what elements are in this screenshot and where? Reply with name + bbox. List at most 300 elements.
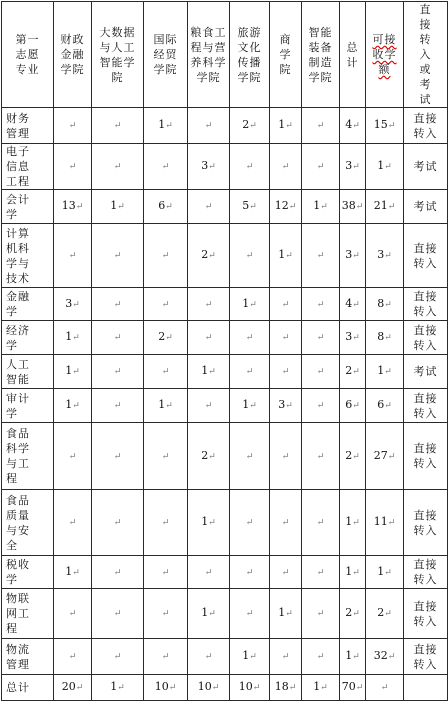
major-name: 税收学 — [6, 558, 30, 586]
row-major-cell — [2, 190, 54, 224]
header-cell-bigdata-ai-college — [92, 2, 144, 108]
count-value: 1 — [345, 515, 353, 528]
table-row — [2, 556, 448, 589]
paragraph-mark-icon: ↵ — [316, 567, 325, 578]
count-cell — [302, 389, 340, 423]
count-cell — [188, 355, 230, 389]
count-cell — [302, 288, 340, 321]
count-value: 3 — [345, 330, 353, 343]
major-name: 审计学 — [6, 391, 30, 420]
count-cell — [92, 321, 144, 355]
row-major-cell — [2, 288, 54, 321]
header-text: 大数据与人工智能学院 — [99, 25, 136, 84]
major-name: 经济学 — [6, 323, 30, 352]
count-cell — [302, 190, 340, 224]
count-cell — [340, 423, 366, 490]
paragraph-mark-icon: ↵ — [68, 518, 77, 528]
count-value: 1 — [313, 199, 321, 212]
row-major-cell — [2, 389, 54, 423]
count-cell — [302, 675, 340, 701]
count-cell — [92, 355, 144, 389]
row-major-cell — [2, 556, 54, 589]
count-cell — [54, 589, 92, 639]
count-value: 2 — [345, 364, 353, 377]
header-cell-method — [404, 2, 448, 108]
count-cell — [366, 288, 404, 321]
count-value: 5 — [242, 199, 250, 212]
paragraph-mark-icon: ↵ — [352, 652, 360, 662]
count-value: 1 — [201, 515, 209, 528]
count-cell — [230, 589, 270, 639]
table-row — [2, 490, 448, 556]
count-cell — [302, 321, 340, 355]
paragraph-mark-icon: ↵ — [249, 299, 257, 310]
paragraph-mark-icon: ↵ — [204, 333, 213, 343]
count-cell — [366, 675, 404, 701]
count-value: 8 — [377, 330, 385, 343]
paragraph-mark-icon: ↵ — [387, 202, 396, 212]
count-value: 3 — [278, 398, 286, 411]
count-value: 32 — [373, 649, 388, 662]
count-cell — [302, 224, 340, 288]
count-cell — [340, 190, 366, 224]
count-value: 3 — [201, 159, 209, 172]
count-cell — [302, 556, 340, 589]
transfer-method-text: 直接转入 — [413, 241, 438, 270]
paragraph-mark-icon: ↵ — [352, 299, 360, 310]
count-value: 18 — [274, 680, 289, 693]
count-cell — [230, 556, 270, 589]
header-cell-intl-trade-college — [144, 2, 188, 108]
count-cell — [92, 639, 144, 675]
transfer-method-cell — [404, 423, 448, 490]
paragraph-mark-icon: ↵ — [355, 202, 364, 212]
paragraph-mark-icon: ↵ — [384, 299, 392, 310]
row-major-cell — [2, 224, 54, 288]
paragraph-mark-icon: ↵ — [281, 567, 290, 578]
header-cell-major — [2, 2, 54, 108]
paragraph-mark-icon: ↵ — [245, 567, 254, 578]
major-name: 财务管理 — [6, 111, 30, 140]
count-cell — [54, 423, 92, 490]
row-major-cell — [2, 675, 54, 701]
paragraph-mark-icon: ↵ — [72, 401, 80, 411]
transfer-method-cell — [404, 190, 448, 224]
count-value: 2 — [242, 118, 250, 131]
count-value: 1 — [377, 564, 385, 578]
header-cell-business-college — [270, 2, 302, 108]
transfer-method-cell — [404, 144, 448, 190]
count-cell — [340, 556, 366, 589]
paragraph-mark-icon: ↵ — [204, 652, 213, 662]
transfer-method-text: 考试 — [413, 365, 438, 378]
paragraph-mark-icon: ↵ — [285, 609, 293, 619]
transfer-method-cell — [404, 589, 448, 639]
header-text: 财政金融学院 — [60, 33, 85, 76]
paragraph-mark-icon: ↵ — [113, 609, 122, 619]
count-cell — [230, 108, 270, 144]
count-value: 4 — [345, 118, 353, 131]
count-cell — [188, 190, 230, 224]
paragraph-mark-icon: ↵ — [72, 333, 80, 343]
paragraph-mark-icon: ↵ — [352, 518, 360, 528]
count-cell — [188, 490, 230, 556]
paragraph-mark-icon: ↵ — [72, 567, 80, 578]
count-cell — [366, 589, 404, 639]
major-name: 人工智能 — [6, 357, 30, 386]
paragraph-mark-icon: ↵ — [352, 609, 360, 619]
count-cell — [54, 321, 92, 355]
count-value: 27 — [373, 448, 388, 462]
transfer-method-text: 直接转入 — [413, 642, 438, 671]
count-value: 13 — [61, 199, 76, 212]
row-major-cell — [2, 144, 54, 190]
major-name: 金融学 — [6, 290, 30, 318]
count-value: 12 — [274, 199, 289, 212]
count-value: 1 — [201, 364, 209, 377]
paragraph-mark-icon: ↵ — [316, 367, 325, 377]
count-cell — [302, 589, 340, 639]
count-cell — [302, 108, 340, 144]
count-cell — [54, 144, 92, 190]
count-cell — [92, 389, 144, 423]
count-cell — [144, 288, 188, 321]
paragraph-mark-icon: ↵ — [384, 251, 392, 261]
paragraph-mark-icon: ↵ — [245, 162, 254, 172]
transfer-method-text: 直接转入 — [413, 290, 438, 318]
paragraph-mark-icon: ↵ — [352, 401, 360, 411]
paragraph-mark-icon: ↵ — [352, 333, 360, 343]
paragraph-mark-icon: ↵ — [208, 162, 216, 172]
paragraph-mark-icon: ↵ — [72, 367, 80, 377]
count-cell — [302, 639, 340, 675]
paragraph-mark-icon: ↵ — [249, 202, 257, 212]
paragraph-mark-icon: ↵ — [281, 333, 290, 343]
paragraph-mark-icon: ↵ — [245, 333, 254, 343]
major-name: 电子信息工程 — [6, 145, 30, 188]
paragraph-mark-icon: ↵ — [352, 251, 360, 261]
transfer-method-text: 直接转入 — [413, 508, 438, 537]
count-value: 1 — [201, 606, 209, 619]
paragraph-mark-icon: ↵ — [113, 401, 122, 411]
paragraph-mark-icon: ↵ — [161, 299, 170, 310]
paragraph-mark-icon: ↵ — [113, 333, 122, 343]
paragraph-mark-icon: ↵ — [380, 683, 389, 693]
paragraph-mark-icon: ↵ — [316, 652, 325, 662]
count-value: 21 — [373, 199, 388, 212]
table-row — [2, 321, 448, 355]
row-major-cell — [2, 639, 54, 675]
table-row — [2, 675, 448, 701]
count-value: 1 — [242, 296, 250, 310]
paragraph-mark-icon: ↵ — [249, 121, 257, 131]
count-value: 6 — [158, 199, 166, 212]
count-cell — [366, 321, 404, 355]
paragraph-mark-icon: ↵ — [316, 518, 325, 528]
paragraph-mark-icon: ↵ — [161, 251, 170, 261]
header-row — [2, 2, 448, 108]
paragraph-mark-icon: ↵ — [316, 299, 325, 310]
paragraph-mark-icon: ↵ — [285, 121, 293, 131]
header-cell-tourism-college — [230, 2, 270, 108]
count-cell — [340, 389, 366, 423]
count-cell — [270, 321, 302, 355]
count-cell — [230, 144, 270, 190]
header-text: 智能装备制造学院 — [308, 25, 333, 84]
count-cell — [302, 490, 340, 556]
count-cell — [54, 355, 92, 389]
paragraph-mark-icon: ↵ — [288, 683, 297, 693]
header-cell-total — [340, 2, 366, 108]
count-cell — [302, 423, 340, 490]
count-value: 1 — [110, 199, 118, 212]
paragraph-mark-icon: ↵ — [352, 367, 360, 377]
count-cell — [92, 224, 144, 288]
count-cell — [366, 144, 404, 190]
paragraph-mark-icon: ↵ — [281, 652, 290, 662]
count-cell — [144, 321, 188, 355]
count-cell — [54, 389, 92, 423]
paragraph-mark-icon: ↵ — [68, 652, 77, 662]
header-text: 商学院 — [279, 33, 292, 76]
count-cell — [230, 321, 270, 355]
transfer-method-cell — [404, 490, 448, 556]
table-body — [2, 2, 448, 701]
count-cell — [188, 639, 230, 675]
count-cell — [54, 224, 92, 288]
count-cell — [144, 675, 188, 701]
count-cell — [340, 589, 366, 639]
header-text: 第一志愿专业 — [15, 33, 40, 76]
transfer-method-cell — [404, 389, 448, 423]
row-major-cell — [2, 355, 54, 389]
count-cell — [188, 288, 230, 321]
paragraph-mark-icon: ↵ — [281, 451, 290, 462]
count-value: 1 — [345, 564, 353, 578]
paragraph-mark-icon: ↵ — [352, 121, 360, 131]
count-cell — [54, 639, 92, 675]
count-cell — [340, 288, 366, 321]
paragraph-mark-icon: ↵ — [281, 299, 290, 310]
count-cell — [92, 423, 144, 490]
count-cell — [144, 589, 188, 639]
paragraph-mark-icon: ↵ — [316, 251, 325, 261]
count-cell — [340, 639, 366, 675]
paragraph-mark-icon: ↵ — [252, 683, 261, 693]
paragraph-mark-icon: ↵ — [204, 299, 213, 310]
count-cell — [366, 190, 404, 224]
count-value: 2 — [158, 330, 166, 343]
paragraph-mark-icon: ↵ — [204, 121, 213, 131]
count-value: 1 — [65, 564, 73, 578]
paragraph-mark-icon: ↵ — [316, 333, 325, 343]
paragraph-mark-icon: ↵ — [208, 451, 216, 462]
count-cell — [366, 490, 404, 556]
count-cell — [188, 556, 230, 589]
count-cell — [188, 675, 230, 701]
count-value: 3 — [345, 159, 353, 172]
paragraph-mark-icon: ↵ — [387, 652, 396, 662]
count-value: 2 — [345, 448, 353, 462]
transfer-method-text: 考试 — [413, 200, 438, 213]
paragraph-mark-icon: ↵ — [117, 202, 125, 212]
count-value: 6 — [377, 398, 385, 411]
row-major-cell — [2, 321, 54, 355]
count-value: 1 — [158, 398, 166, 411]
transfer-method-text: 直接转入 — [413, 442, 438, 470]
count-cell — [230, 639, 270, 675]
table-row — [2, 639, 448, 675]
count-cell — [92, 190, 144, 224]
count-cell — [366, 556, 404, 589]
count-value: 1 — [110, 680, 118, 693]
paragraph-mark-icon: ↵ — [320, 202, 328, 212]
count-value: 1 — [242, 398, 250, 411]
count-cell — [340, 108, 366, 144]
count-cell — [92, 144, 144, 190]
count-cell — [366, 389, 404, 423]
paragraph-mark-icon: ↵ — [204, 401, 213, 411]
count-cell — [302, 144, 340, 190]
count-cell — [270, 589, 302, 639]
paragraph-mark-icon: ↵ — [245, 451, 254, 462]
header-cell-food-engineering-college — [188, 2, 230, 108]
count-cell — [270, 355, 302, 389]
count-value: 15 — [373, 118, 388, 131]
row-major-cell — [2, 108, 54, 144]
header-text: 粮食工程与营养科学学院 — [190, 25, 227, 84]
paragraph-mark-icon: ↵ — [161, 567, 170, 578]
paragraph-mark-icon: ↵ — [384, 401, 392, 411]
count-cell — [270, 389, 302, 423]
major-name: 物联网工程 — [6, 592, 30, 635]
paragraph-mark-icon: ↵ — [352, 451, 360, 462]
paragraph-mark-icon: ↵ — [316, 451, 325, 462]
count-cell — [144, 639, 188, 675]
count-value: 1 — [313, 680, 321, 693]
count-value: 8 — [377, 296, 385, 310]
paragraph-mark-icon: ↵ — [161, 367, 170, 377]
count-value: 1 — [377, 159, 385, 172]
transfer-method-cell — [404, 321, 448, 355]
count-value: 2 — [201, 448, 209, 462]
count-cell — [54, 675, 92, 701]
count-value: 3 — [65, 296, 73, 310]
count-value: 10 — [197, 680, 212, 693]
paragraph-mark-icon: ↵ — [68, 609, 77, 619]
count-cell — [270, 639, 302, 675]
paragraph-mark-icon: ↵ — [285, 401, 293, 411]
paragraph-mark-icon: ↵ — [245, 609, 254, 619]
paragraph-mark-icon: ↵ — [168, 683, 177, 693]
paragraph-mark-icon: ↵ — [161, 162, 170, 172]
transfer-method-cell — [404, 675, 448, 701]
paragraph-mark-icon: ↵ — [384, 567, 392, 578]
count-cell — [92, 288, 144, 321]
count-cell — [188, 108, 230, 144]
paragraph-mark-icon: ↵ — [204, 567, 213, 578]
count-value: 10 — [238, 680, 253, 693]
paragraph-mark-icon: ↵ — [113, 567, 122, 578]
paragraph-mark-icon: ↵ — [281, 367, 290, 377]
paragraph-mark-icon: ↵ — [161, 652, 170, 662]
paragraph-mark-icon: ↵ — [165, 202, 173, 212]
count-value: 10 — [154, 680, 169, 693]
paragraph-mark-icon: ↵ — [384, 333, 392, 343]
paragraph-mark-icon: ↵ — [281, 162, 290, 172]
count-cell — [366, 639, 404, 675]
transfer-method-cell — [404, 288, 448, 321]
paragraph-mark-icon: ↵ — [316, 401, 325, 411]
paragraph-mark-icon: ↵ — [387, 518, 396, 528]
count-cell — [144, 144, 188, 190]
paragraph-mark-icon: ↵ — [316, 609, 325, 619]
transfer-method-text: 直接转入 — [413, 391, 438, 420]
count-cell — [92, 589, 144, 639]
paragraph-mark-icon: ↵ — [208, 367, 216, 377]
count-cell — [340, 675, 366, 701]
count-value: 1 — [278, 118, 286, 131]
paragraph-mark-icon: ↵ — [75, 683, 84, 693]
row-major-cell — [2, 423, 54, 490]
count-cell — [54, 490, 92, 556]
count-cell — [54, 556, 92, 589]
paragraph-mark-icon: ↵ — [208, 251, 216, 261]
count-cell — [144, 389, 188, 423]
count-cell — [144, 108, 188, 144]
transfer-method-cell — [404, 639, 448, 675]
count-cell — [340, 321, 366, 355]
count-cell — [270, 108, 302, 144]
count-value: 1 — [345, 649, 353, 662]
count-value: 11 — [373, 515, 388, 528]
count-cell — [230, 389, 270, 423]
header-cell-quota — [366, 2, 404, 108]
count-cell — [188, 321, 230, 355]
count-cell — [230, 190, 270, 224]
count-value: 3 — [345, 248, 353, 261]
transfer-quota-table — [1, 1, 448, 701]
count-cell — [270, 190, 302, 224]
paragraph-mark-icon: ↵ — [113, 121, 122, 131]
count-cell — [340, 355, 366, 389]
count-cell — [302, 355, 340, 389]
major-name: 会计学 — [6, 192, 30, 221]
paragraph-mark-icon: ↵ — [72, 299, 80, 310]
count-value: 1 — [65, 364, 73, 377]
major-name: 食品质量与安全 — [6, 493, 30, 552]
paragraph-mark-icon: ↵ — [320, 683, 328, 693]
transfer-method-cell — [404, 556, 448, 589]
transfer-method-text: 直接转入 — [413, 558, 438, 586]
count-cell — [92, 675, 144, 701]
table-row — [2, 190, 448, 224]
row-major-cell — [2, 490, 54, 556]
major-name: 物流管理 — [6, 642, 30, 671]
paragraph-mark-icon: ↵ — [384, 367, 392, 377]
paragraph-mark-icon: ↵ — [352, 162, 360, 172]
paragraph-mark-icon: ↵ — [113, 299, 122, 310]
paragraph-mark-icon: ↵ — [68, 251, 77, 261]
count-value: 1 — [242, 649, 250, 662]
header-cell-finance-college — [54, 2, 92, 108]
count-cell — [366, 423, 404, 490]
table-row — [2, 288, 448, 321]
count-value: 1 — [377, 364, 385, 377]
count-cell — [340, 144, 366, 190]
count-cell — [188, 589, 230, 639]
header-text: 直接转入或考试 — [419, 3, 432, 106]
